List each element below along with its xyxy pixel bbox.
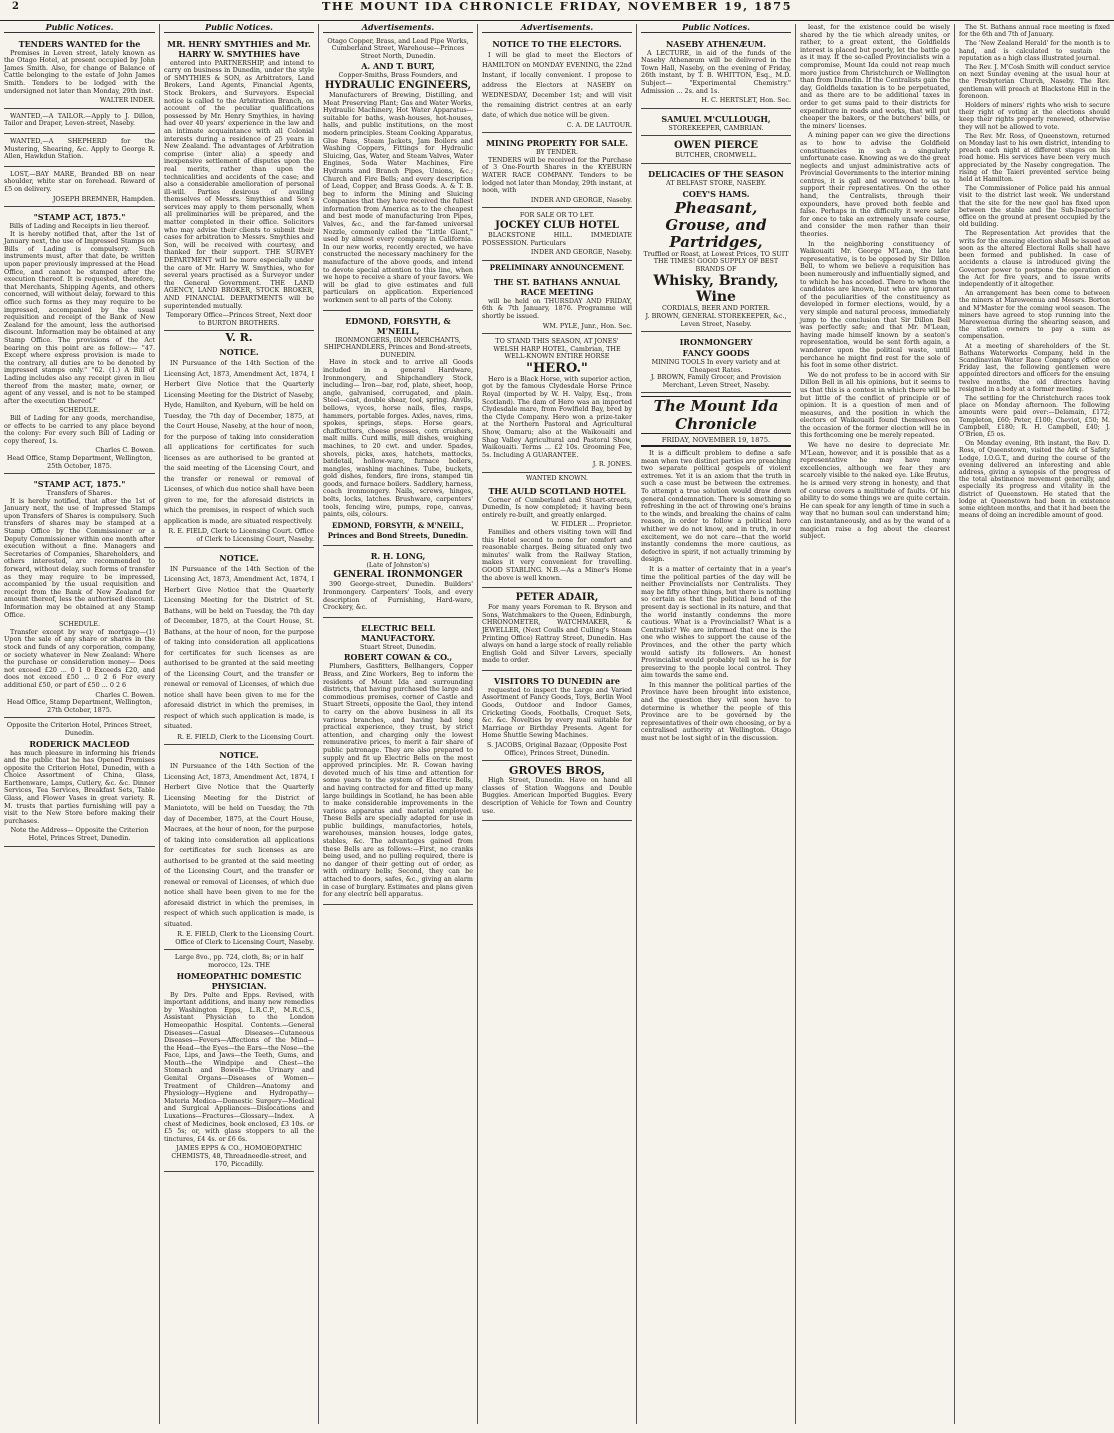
editorial-paragraph: A mining paper can we give the directions as to how to advise the Goldfield constituencies in such a singularly unfortunate case. Knowing as we do the great neglects and unjust administrative acts of Provincial Governments to the interior mining centres, it is gall and wormwood to us to support their representatives. On the other hand, the Centralists, through their expounders, have proved both feeble and false. Perhaps in the difficulty it were safer for once to take an extremely unsafe course, and consider the men rather than their theories. xyxy=(800,131,950,239)
notice-title: NOTICE. xyxy=(219,552,259,563)
ad-body: A LECTURE, in aid of the funds of the Naseby Athenæum will be delivered in the Town Hall, Naseby, on the evening of Friday, 26th instant, by T. B. WHITTON, Esq., M.D. Subject— "Experimental Chemistry." Admission ... 2s. and 1s. xyxy=(641,48,791,95)
electric-bell-ad xyxy=(323,620,473,905)
ad-signature: WALTER INDER. xyxy=(99,96,155,105)
page-number: 2 xyxy=(12,1,19,12)
electors-notice xyxy=(482,36,632,134)
ad-body: BLACKSTONE HILL. IMMEDIATE POSSESSION. Particulars xyxy=(482,230,632,247)
ad-body: 390 George-street, Dunedin. Builders' Ironmongery. Carpenters' Tools, and every description of Furnishing, Hard-ware, Crockery, &c. xyxy=(323,580,473,612)
ad-subtitle: MINING TOOLS In every variety and at Cheapest Rates. xyxy=(651,358,781,374)
notice-body: IN Pursuance of the 14th Section of the Licensing Act, 1873, Amendment Act, 1874, I Herbert Give Notice that the Quarterly Licensing Meeting for the District of Naseby, Hyde, Hamilton, and Kyeburn, will be held on Tuesday, the 7th day of December, 1875, at the Court House, Naseby, at the hour of noon, for the purpose of taking into consideration all applications for certificates for such licenses as are authorised to be granted at the said meeting of the Licensing Court, and the transfer or renewal or removal of Licenses, of which due notice shall have been given to me, for the aforesaid districts in which the premises, in respect of which such application is made, are situated respectively. xyxy=(164,359,314,525)
ad-body: For many years Foreman to R. Bryson and Sons, Watchmakers to the Queen, Edinburgh, CHRONOMETER, WATCHMAKER, & JEWELLER, (Next Coulls and Culling's Steam Printing Office) Rattray Street, Dunedin. Has always on hand a large stock of really reliable English Gold and Silver Levers, specially made to order. xyxy=(482,603,632,665)
ad-body: LOST,—BAY MARE, Branded BB on near shoulder, white star on forehead. Reward of £5 on delivery. xyxy=(4,169,155,193)
ad-title: NASEBY ATHENÆUM. xyxy=(665,38,767,49)
ad-title: R. H. LONG, xyxy=(370,550,426,561)
schedule-title: SCHEDULE. xyxy=(59,620,100,629)
preliminary-announcement: PRELIMINARY ANNOUNCEMENT. xyxy=(489,262,625,272)
ad-signature: S. JACOBS, Original Bazaar, (Opposite Post Office), Princes Street, Dunedin. xyxy=(486,741,627,757)
editorial-paragraph: We do not profess to be in accord with Sir Dillon Bell in all his opinions, but it seems to us that this is a contest in which there will be but little of the conflict of principle or of opinion. It is a question of men and of measures, and the position in which the electors of Waikouaiti found themselves on the occasion of the former election will be in this forthcoming one be merely repeated. xyxy=(800,370,950,440)
column-header: Public Notices. xyxy=(641,24,791,33)
notice-body: IN Pursuance of the 14th Section of the Licensing Act, 1873, Amendment Act, 1874, I Herbert Give Notice that the Quarterly Licensing Meeting for the District of St. Bathans, will be held on Tuesday, the 7th day of December, 1875, at the Court House, St. Bathans, at the hour of noon, for the purpose of taking into consideration all applications for certificates for such licenses as are authorised to be granted at the said meeting of the Licensing Court, and the transfer or renewal or removal of Licenses, of which due notice shall have been given to me for the aforesaid district in which the premises, in respect of which such application is made, is situated. xyxy=(164,564,314,731)
news-item: The Rev. J. M'Cosh Smith will conduct service on next Sunday evening at the usual hour at the Presbyterian Church, Naseby. The Rev. gentleman will preach at Blackstone Hill in the forenoon. xyxy=(959,64,1110,100)
editorial-paragraph: In this manner the political parties of the Province have been brought into existence, and the question they will soon have to determine is whether the people of this Province are to be governed by the representatives of their own choosing, or by a centralised authority at Wellington. Otago must not be lost sight of in the discussion. xyxy=(641,680,791,743)
ad-body: WANTED,—A TAILOR.—Apply to J. Dillon, Tailor and Draper, Leven-street, Naseby. xyxy=(4,111,155,128)
ad-signature: WM. PYLE, Junr., Hon. Sec. xyxy=(542,321,632,330)
notice-body: I will be glad to meet the Electors of HAMILTON on MONDAY EVENING, the 22nd Instant, if locally convenient. I propose to address the Electors at NASEBY on WEDNESDAY, December 1st; and will visit the remaining district centres at an early date, of which due notice will be given. xyxy=(482,50,632,119)
column-header: Public Notices. xyxy=(164,24,314,33)
ad-title: A. AND T. BURT, xyxy=(361,61,435,72)
column-7 xyxy=(955,24,1114,1426)
ad-title: THE ST. BATHANS ANNUAL RACE MEETING xyxy=(493,276,621,297)
notice-title: NOTICE. xyxy=(219,347,259,358)
ironmongery-ad xyxy=(641,334,791,393)
burt-ad xyxy=(323,36,473,311)
ad-body: entered into PARTNERSHIP, and intend to carry on business in Dunedin, under the style of SMYTHIES & SON, as Arbitrators, Land Brokers, Land Agents, Financial Agents, Stock Brokers, and Surveyors. Especial notice is called to the Arbitration Branch, on account of the peculiar qualifications possessed by Mr. Henry Smythies, in having had over 40 years' experience in the law and an intimate acquaintance with all Colonial interests during a residence of 25 years in New Zealand. The advantages of Arbitration comprise (inter alia) a speedy and inexpensive settlement of disputes upon the real merits, rather than upon the technicalities and accidents of the case; and also a considerable amelioration of personal ill-will. Parties desirous of availing themselves of Messrs. Smythies and Son's services may apply to them personally, when all preliminaries will be prepared, and the matter completed in their office. Solicitors who may advise their clients to submit their cases for arbitration to Messrs. Smythies and Son, will be received with courtesy, and thanked for their support. THE SURVEY DEPARTMENT will be more especially under the care of Mr. Harry W. Smythies, who for several years practised as a Surveyor under the General Government. THE LAND AGENCY, LAND BROKER, STOCK BROKER, AND FINANCIAL DEPARTMENTS will be superintended mutually. xyxy=(164,58,314,310)
ad-body: WANTED,—A SHEPHERD for the Mustering, Shearing, &c. Apply to George R. Allen, Hawkdun Station. xyxy=(4,136,155,161)
forsyth-ad xyxy=(323,313,473,546)
ad-body: will be held on THURSDAY AND FRIDAY, 6th & 7th January, 1876. Programme will shortly be issued. xyxy=(482,296,632,320)
ad-title-large: Pheasant, Grouse, and Partridges, xyxy=(665,198,767,251)
notice-subtitle: Transfers of Shares. xyxy=(46,489,113,498)
column-header: Advertisements. xyxy=(323,24,473,33)
ad-title: THE AULD SCOTLAND HOTEL xyxy=(488,485,626,496)
adair-ad xyxy=(482,590,632,671)
ad-signature: INDER AND GEORGE, Naseby. xyxy=(530,195,632,204)
editorial-paragraph: It is a matter of certainty that in a year's time the political parties of the day will be neither Provincialists nor Centralists. They may be fifty other things, but there is nothing so certain as that the political bond of the present day is sectional in its nature, and that the world instantly condemns the more cautious. What is a Provincialist? What is a Centralist? We are informed that one is the one who wishes to support the cause of the Provinces, and the other the party which would satisfy its followers. An honest Provincialist would probably tell us he is for preserving to the people local control. They aim towards the same end. xyxy=(641,564,791,680)
schedule-body: Transfer except by way of mortgage—(1) Upon the sale of any share or shares in the stock and funds of any corporation, company, or society whatever in New Zealand: Where the purchase or consideration money— Does not exceed £20 ... 0 1 0 Exceeds £20, and does not exceed £50 ... 0 2 6 For every additional £50, or part of £50 ... 0 2 6 xyxy=(4,627,155,689)
notice-signature: Charles C. Bowen. xyxy=(95,446,155,455)
long-ad xyxy=(323,548,473,618)
notice-body: It is hereby notified that, after the 1st of January next, the use of Impressed Stamps on Bills of Lading is compulsory. Such instruments must, after that date, be written upon paper previously impressed at the Head Office, and cannot be stamped after the execution thereof. It is requested, therefore, that Merchants, Shipping Agents, and others concerned, will without delay, forward to this office such forms as they may require to be impressed, accompanied by the usual requisition and receipt of the Bank of New Zealand for the amount, less the authorised discount. Information may be obtained at any Stamp Office. The provisions of the Act bearing on this point are as follow:— "47. Except where express provision is made to the contrary, all duties are to be denoted by impressed stamps only." "62. (1.) A Bill of Lading includes also any receipt given in lieu thereof from the master, mate, owner, or agent of any vessel, and is not to be stamped after the execution thereof." xyxy=(4,229,155,405)
royal-cipher: V. R. xyxy=(225,331,253,345)
lost-mare-ad xyxy=(4,169,155,207)
ad-title-large: HYDRAULIC ENGINEERS, xyxy=(324,79,472,91)
smythies-ad xyxy=(164,36,314,332)
news-item: The 'New Zealand Herald' for the month is to hand, and is calculated to sustain the reputation as a high class illustrated journal. xyxy=(959,40,1110,62)
mccullough-ad xyxy=(641,111,791,137)
ad-title: EDMOND, FORSYTH, & M'NEILL, xyxy=(345,315,451,336)
column-2 xyxy=(160,24,318,1426)
notice-body: It is hereby notified, that after the 1st of January next, the use of Impressed Stamps upon Transfers of Shares is compulsory. Such transfers of shares may be stamped at a Stamp Office by the Commissioner or a Deputy Commissioner within one month after execution without a fine. Managers and Secretaries of Companies, Shareholders, and others interested, are recommended to forward, without delay, such forms of transfer as they may require to be impressed, accompanied by the usual requisition and receipt from the Bank of New Zealand for amount thereof, less the authorised discount. Information may be obtained at any Stamp Office. xyxy=(4,496,155,619)
editorial-paragraph: least, for the existence could be wisely shared by the tie which already unites, or rather, to a great extent, the Goldfields interest is placed but poorly, let the battle go as it may. If the so-called Provincialists win a compromise, Mount Ida could not reap much more justice from Christchurch or Wellington than from Dunedin. If the Centralists gain the day, Goldfields taxation is to be perpetuated, and as there are to be additional taxes in order to get sums paid to their districts for expenditure in roads and works, that will put cheaper the bakers, or the butchers' bills, or the miners' licenses. xyxy=(800,24,950,130)
ad-title: RODERICK MACLEOD xyxy=(29,738,130,749)
ad-body: Plumbers, Gasfitters, Bellhangers, Copper Brass, and Zinc Workers, Beg to inform the residents of Mount Ida and surrounding districts, that having purchased the large and commodious premises, corner of Castle and Stuart Streets, opposite the Gaol, they intend to carry on the above business in all its various branches, and having had long practical experience, they trust, by strict attention, and charging only the lowest remunerative prices, to merit a fair share of public patronage. They are also prepared to supply and fit up Electric Bells on the most approved principles. Mr. R. Cowan having devoted much of his time and attention for some years to the system of Electric Bells, and having contracted for and fitted up many large buildings in Scotland, he has been able to make considerable improvements in the various apparatus and material employed. These Bells are specially adapted for use in public buildings, manufactories, hotels, warehouses, mansion houses, lodge gates, stables, &c. The advantages gained from these Bells are as follows:—First, no cranks being used, and no pulling required, there is no danger of their getting out of order, as with ordinary bells; Second, they can be attached to doors, safes, &c., giving an alarm in case of burglary. Estimates and plans given for any electric bell apparatus. xyxy=(323,662,473,899)
ad-title-large: Whisky, Brandy, Wine xyxy=(653,273,779,306)
visitors-ad xyxy=(482,673,632,761)
ad-body: TENDERS will be received for the Purchase of 3 One-Fourth Shares in the KYEBURN WATER RACE COMPANY. Tenders to be lodged not later than Monday, 29th instant, at noon, with xyxy=(482,155,632,195)
ad-subtitle: IRONMONGERS, IRON MERCHANTS, SHIPCHANDLERS, Princes and Bond-streets, DUNEDIN. xyxy=(324,335,472,359)
ad-title: MR. HENRY SMYTHIES and Mr. HARRY W. SMYTHIES have xyxy=(167,38,311,59)
editorial-paragraph: We have no desire to depreciate Mr. M'Lean, however, and it is possible that as a representative he may have many excellencies, although we fear they are scarcely visible to the naked eye. Like Brutus, he is armed very strong in honesty, and that of course covers a multitude of faults. Of his ability to do some things we are quite certain. He can speak for any length of time in such a way that no human soul can understand him; can instantaneously, and as by the wand of a magician raise a fog about the clearest subject. xyxy=(800,441,950,541)
ad-signature: J. BROWN, GENERAL STOREKEEPER, &c., Leven Street, Naseby. xyxy=(645,311,787,328)
editorial-masthead: The Mount Ida Chronicle xyxy=(641,396,791,434)
auld-scotland-ad xyxy=(482,483,632,589)
ad-location: Opposite the Criterion Hotel, Princes Street, Dunedin. xyxy=(6,721,153,737)
ad-body: High Street, Dunedin. Have on hand all classes of Station Waggons and Double Buggies. American Imported Buggies. Every description of Vehicle for Town and Country use. xyxy=(482,776,632,815)
column-header: Public Notices. xyxy=(4,24,155,33)
ad-subtitle: CORDIALS, BEER AND PORTER. xyxy=(662,304,770,313)
notice-signature: R. E. FIELD, Clerk to the Licensing Court. Office of Clerk to Licensing Court, Naseby. xyxy=(175,930,314,946)
jockey-club-ad xyxy=(482,210,632,260)
ad-signature: JOSEPH BREMNER, Hampden. xyxy=(52,194,155,203)
ad-signature: J. R. JONES. xyxy=(592,460,632,469)
notice-title: "STAMP ACT, 1875." xyxy=(33,212,126,223)
race-meeting-ad xyxy=(482,274,632,334)
notice-signature: C. A. DE LAUTOUR. xyxy=(566,120,632,129)
ad-pretitle: Otago Copper, Brass, and Lead Pipe Works, Cumberland Street, Warehouse—Princes Street North, Dunedin. xyxy=(327,36,469,60)
wanted-known: WANTED KNOWN. xyxy=(526,474,588,482)
notice-location: Head Office, Stamp Department, Wellington, 25th October, 1875. xyxy=(6,453,153,470)
notice-title: NOTICE TO THE ELECTORS. xyxy=(492,38,622,49)
news-item: The settling for the Christchurch races took place on Monday afternoon. The following amounts were paid over:—Delamain, £172; Templeton, £60; Peter, £100; Cheviot, £50; M. Campbell, £180; R. H. Campbell, £40; J. O'Brien, £5 os. xyxy=(959,394,1110,438)
belfast-store-ad xyxy=(641,166,791,332)
licensing-notice-naseby xyxy=(164,344,314,547)
news-item: The St. Bathans annual race meeting is fixed for the 6th and 7th of January. xyxy=(959,24,1110,39)
ad-address: Note the Address— Opposite the Criterion Hotel, Princes Street, Dunedin. xyxy=(10,826,149,843)
ad-body: Premises in Leven street, lately known as the Otago Hotel, at present occupied by John James Smith. Also, for change of Balance of Cattle belonging to the estate of John James Smith. Tenders to be lodged with the undersigned not later than Monday, 29th inst. xyxy=(4,48,155,95)
news-item: On Monday evening, 8th instant, the Rev. D. Ross, of Queenstown, visited the Ark of Safety Lodge, I.O.G.T., and during the course of the evening delivered an interesting and able address, giving a synopsis of the progress of the total abstinence movement generally, and especially its progress and vitality in the district of Queenstown. He stated that the lodge at Queenstown had been in existence some eighteen months, and that it had been the means of doing an incredible amount of good. xyxy=(959,440,1110,520)
ad-title: TENDERS WANTED for the xyxy=(18,38,141,49)
editorial-body xyxy=(641,450,791,743)
ad-title: MINING PROPERTY FOR SALE. xyxy=(486,138,628,149)
ad-subtitle: (Late of Johnston's) xyxy=(366,560,430,569)
ad-body: Hero is a Black Horse, with superior action, got by the famous Clydesdale Horse Prince Royal (imported by W. H. Valpy, Esq., from Scotland). The dam of Hero was an imported Clydesdale mare, from Fowlfield Bay, bred by the Clyde Company. Hero won a prize-taker at the Northern Pastoral and Agricultural Show, Oamaru; also at the Waikouaiti and Shag Valley Agricultural and Pastoral Show, Waikouaiti. Terms ... £2 10s. Grooming Fee, 5s. Including A GUARANTEE. xyxy=(482,374,632,459)
ad-address: Temporary Office—Princes Street, Next door to BURTON BROTHERS. xyxy=(166,311,312,327)
news-item: At a meeting of shareholders of the St. Bathans Waterworks Company, held in the Scandinavian Water Race Company's office on Friday last, the following gentlemen were appointed directors and officers for the ensuing twelve months, the old directors having resigned in a body at a former meeting. xyxy=(959,342,1110,393)
licensing-notice-st-bathans xyxy=(164,550,314,746)
ad-body: Manufacturers of Brewing, Distilling, and Meat Preserving Plant; Gas and Water Works, Hydraulic Machinery, Hot Water Apparatus—suitable for baths, wash-houses, hot-houses, halls, and public institutions, on the most modern principles. Steam Cooking Apparatus, Glue Pans, Steam Jackets, Jam Boilers and Washing Coppers, Fittings for Hydraulic Sluicing, Gas, Water, and Steam Valves, Water Engines, Soda Water Machines, Fire Hydrants and Branch Pipes, Unions, &c.; Church and Fire Bells; and every description of Lead, Copper, and Brass Goods. A. & T. B. beg to inform the Mining and Sluicing Companies that they have received the fullest information from America as to the cheapest and best mode of manufacturing Iron Pipes, Valves, &c., and the far-famed universal Nozzle, commonly called the "Little Giant," used by almost every company in California. In our new works, recently erected, we have constructed the necessary machinery for the manufacture of the above goods, and intend to devote special attention to this line, when we hope to receive a share of your favors. We will be glad to give estimates and full particulars on application. Experienced workmen sent to all parts of the Colony. xyxy=(323,90,474,304)
ad-signature: EDMOND, FORSYTH, & M'NEILL, Princes and Bond Streets, Dunedin. xyxy=(327,520,469,540)
ad-title: IRONMONGERY xyxy=(679,337,753,348)
ad-title: FANCY GOODS xyxy=(682,348,750,359)
ad-signature: J. BROWN, Family Grocer, and Provision Merchant, Leven Street, Naseby. xyxy=(650,373,782,389)
column-5 xyxy=(637,24,795,1426)
ad-subtitle: AT BELFAST STORE, NASEBY. xyxy=(665,178,766,187)
ad-body: requested to inspect the Large and Varied Assortment of Fancy Goods, Toys, Berlin Wool Goods, Outdoor and Indoor Games, Cricketing Goods, Footballs, Croquet Sets, &c. &c. Novelties by every mail suitable for Marriage or Birthday Presents. Agent for Home Shuttle Sewing Machines. xyxy=(482,685,632,740)
mining-sale-ad xyxy=(482,135,632,208)
ad-body: has much pleasure in informing his friends and the public that he has Opened Premises opposite the Criterion Hotel, Dunedin, with a Choice Assortment of China, Glass, Earthenware, Lamps, Cutlery, &c. &c. Dinner Services, Tea Services, Breakfast Sets, Table Glass, and Flower Vases in great variety. R. M. trusts that parties furnishing will pay a visit to the New Store before making their purchases. xyxy=(4,748,155,825)
ad-title: VISITORS TO DUNEDIN are xyxy=(494,675,620,686)
ad-title: SAMUEL M'CULLOUGH, xyxy=(661,113,771,124)
ad-pretitle: TO STAND THIS SEASON, AT JONES' WELSH HARP HOTEL, Cambrian, THE WELL-KNOWN ENTIRE HORSE xyxy=(493,337,621,361)
ad-subtitle: BUTCHER, CROMWELL. xyxy=(675,151,757,160)
ad-signature: H. C. HERTSLET, Hon. Sec. xyxy=(701,96,791,105)
ad-body: Families and others visiting town will find this Hotel second to none for comfort and reasonable charges. Being situated only two minutes' walk from the Railway Station, makes it very convenient for travelling. GOOD STABLING. N.B.—As a Miner's Home the above is well known. xyxy=(482,527,632,582)
notice-signature: R. E. FIELD, Clerk to Licensing Court. Office of Clerk to Licensing Court, Naseby. xyxy=(168,527,314,543)
ad-title: OWEN PIERCE xyxy=(674,140,758,152)
news-item: The Representation Act provides that the writs for the ensuing election shall be issued as soon as the altered Electoral Rolls shall have been formed and published. In case of accidents a clause is introduced giving the Governor power to postpone the operation of the Act for five years, and to issue writs independently of it altogether. xyxy=(959,230,1110,288)
ad-body: By Drs. Pulte and Epps. Revised, with important additions, and many new remedies by Washington Epps, L.R.C.P., M.R.C.S., Assistant Physician to the London Homeopathic Hospital. Contents.—General Diseases—Casual Diseases—Cutaneous Diseases—Fevers—Affections of the Mind—the Head—the Eyes—the Ears—the Nose—the Face, Lips, and Jaws—the Teeth, Gums, and Mouth—the Windpipe and Chest—the Stomach and Bowels—the Urinary and Genital Organs—Diseases of Women—Treatment of Children—Anatomy and Physiology—Hygiene and Hydropathy—Materia Medica—Domestic Surgery—Medical and Surgical Appliances—Dislocations and Luxations—Fractures—Glossary—Index. A chest of Medicines, book enclosed, £3 10s. or £5 5s; or, with glass stoppers to all the tinctures, £4 4s. or £6 6s. xyxy=(164,990,314,1143)
column-header: Advertisements. xyxy=(482,24,632,33)
news-item: The Commissioner of Police paid his annual visit to the district last week. We understand that the site for the new gaol has fixed upon between the stable and the Sub-Inspector's office on the ground at present occupied by the old building. xyxy=(959,185,1110,229)
tailor-ad xyxy=(4,111,155,134)
ad-signature: INDER AND GEORGE, Naseby. xyxy=(530,248,632,257)
stamp-act-notice xyxy=(4,209,155,474)
ad-title: "HERO." xyxy=(526,360,588,376)
schedule-title: SCHEDULE. xyxy=(59,406,100,415)
ad-subtitle: STOREKEEPER, CAMBRIAN. xyxy=(668,123,764,132)
ad-title: GROVES BROS, xyxy=(508,764,606,778)
editorial-paragraph: In the neighboring constituency of Waikouaiti Mr. George M'Lean, the late representative, is to be opposed by Sir Dillon Bell, to whom we believe a requisition has been numerously and influentially signed, and to which he has acceded. There to whom the candidates are known, but who are ignorant of the peculiarities of the constituency as developed in former elections, would, by a very simple and natural process, immediately jump to the conclusion that Sir Dillon Bell was perfectly safe; and that Mr. M'Lean, having made himself known by a seaton's representation, would be sent forth again, a wanderer upon the political waste, until perchance he might find rest for the sole of his foot in some other district. xyxy=(800,239,950,370)
news-item: Holders of miners' rights who wish to secure their right of voting at the elections should keep their rights properly renewed, otherwise they will not be allowed to vote. xyxy=(959,102,1110,131)
ad-pretitle: FOR SALE OR TO LET. xyxy=(519,211,595,220)
licensing-notice-maniototo xyxy=(164,747,314,950)
ad-subtitle: Copper-Smiths, Brass Founders, and xyxy=(338,71,458,80)
ad-pretitle: Large 8vo., pp. 724, cloth, 8s; or in half morocco, 12s. THE xyxy=(174,953,304,969)
ad-subtitle: BY TENDER. xyxy=(536,148,578,157)
schedule-body: Bill of Lading for any goods, merchandise, or effects to be carried to any place beyond the colony: For every such Bill of Lading or copy thereof, 1s. xyxy=(4,413,155,445)
tender-ad xyxy=(4,36,155,109)
newspaper-title: THE MOUNT IDA CHRONICLE FRIDAY, NOVEMBER 19, 1875 xyxy=(321,0,793,13)
notice-title: "STAMP ACT, 1875." xyxy=(33,479,126,490)
notice-subtitle: Bills of Lading and Receipts in lieu thereof. xyxy=(9,222,150,231)
masthead xyxy=(0,0,1114,21)
news-item: An arrangement has been come to between the miners at Mareweenua and Messrs. Borton and M'Master for the coming wool season. The miners have agreed to stop running into the Mareweenua during the shearing season, and the station owners to pay a sum as compensation. xyxy=(959,290,1110,341)
column-4 xyxy=(478,24,636,1426)
column-6 xyxy=(796,24,954,1426)
groves-ad xyxy=(482,763,632,821)
transfers-notice xyxy=(4,476,155,718)
homeopathic-ad xyxy=(164,952,314,1172)
notice-title: NOTICE. xyxy=(219,750,259,761)
athenaeum-ad xyxy=(641,36,791,109)
ad-title: HOMEOPATHIC DOMESTIC PHYSICIAN. xyxy=(176,970,302,991)
ad-signature: JAMES EPPS & CO., HOMOEOPATHIC CHEMISTS, 48, Threadneedle-street, and 170, Piccadilly. xyxy=(171,1144,307,1168)
ad-title: ROBERT COWAN & CO., xyxy=(343,652,453,663)
notice-body: IN Pursuance of the 14th Section of the Licensing Act, 1873, Amendment Act, 1874, I Herbert Give Notice that the Quarterly Licensing Meeting for the District of Maniototo, will be held on Tuesday, the 7th day of December, 1875, at the Court House, Macraes, at the hour of noon, for the purpose of taking into consideration all applications for certificates for such licenses as are authorised to be granted at the said meeting of the Licensing Court, and the transfer or renewal or removal of Licenses, of which due notice shall have been given to me for the aforesaid district in which the premises, in respect of which such application is made, is situated. xyxy=(164,762,314,928)
ad-body: Have in stock and to arrive all Goods included in a general Hardware, Ironmongery, and Shipchandlery Stock, including— Iron—bar, rod, plate, sheet, hoop, angle, galvanised, corrugated, and plain. Steel—cast, double shear, tool, spring. Anvils, bellows, vyces, horse nails, files, rasps, hammers, portable forges. Axles, naves, rims, spokes, springs, steps. Horse gears, chaffcutters, cheese presses, corn crushers, malt mills. Curd mills, mill dishes, weighing machines, to 20 cwt. and under. Spades, shovels, picks, axes, hatchets, mattocks, batdetail, hollow-ware, furnace boilers, mangles, washing machines. Tube, buckets, gold dishes, fenders, fire irons, stamped tin goods, and furnace boilers. Saddlery, harness, coach ironmongery. Nails, screws, hinges, bolts, locks, latches. Brushware, carpenters' tools, fencing wire, pumps, rope, canvas, paints, oils, colours. xyxy=(323,358,473,519)
ad-title: PETER ADAIR, xyxy=(515,592,599,604)
notice-signature: R. E. FIELD, Clerk to the Licensing Court. xyxy=(177,732,314,741)
ad-title: JOCKEY CLUB HOTEL xyxy=(495,219,619,231)
news-item: The Rev. Mr. Ross, of Queenstown, returned on Monday last to his own district, intending to preach each night at different stages on his road home. His services have been very much appreciated by the Naseby congregation. The rising of the Taieri prevented service being held at Hamilton. xyxy=(959,132,1110,184)
ad-signature: W. FIDLER ... Proprietor. xyxy=(551,520,632,529)
pierce-ad xyxy=(641,138,791,164)
ad-title: ELECTRIC BELL MANUFACTORY. xyxy=(361,622,435,643)
ad-title: DELICACIES OF THE SEASON xyxy=(648,168,784,179)
editorial-date: FRIDAY, NOVEMBER 19, 1875. xyxy=(641,437,791,447)
notice-signature: Charles C. Bowen. xyxy=(95,690,155,699)
editorial-paragraph: It is a difficult problem to define a safe mean when two distinct parties are preaching two separate political gospels of violent extremes. Yet it is an axiom that the truth in such a case must be between the extremes. To attempt a true solution would draw down general condemnation. There is something so refreshing in the act of throwing one's brains to the winds, and breaking the chains of calm reason, in order to follow a political hero whither we do not know, and in truth, in our excitement, we do not care—that the world instantly condemns the more cautious, as defective in spirit, if not actually trimming by design. xyxy=(641,449,791,564)
ad-subtitle: Truffled or Roast, at Lowest Prices, TO SUIT THE TIMES! GOOD SUPPLY OF BEST BRANDS OF xyxy=(643,249,789,273)
ad-title-large: GENERAL IRONMONGER xyxy=(333,570,463,581)
column-3 xyxy=(319,24,477,1426)
hero-horse-ad xyxy=(482,336,632,473)
ad-body: Corner of Cumberland and Stuart-streets, Dunedin, Is now completed; it having been entirely re-built, and greatly enlarged. xyxy=(482,495,632,519)
macleod-ad xyxy=(4,720,155,846)
notice-location: Head Office, Stamp Department, Wellington, 27th October, 1875. xyxy=(6,698,153,714)
ad-title: COEY'S HAMS. xyxy=(682,188,750,199)
ad-address: Stuart Street, Dunedin. xyxy=(359,642,437,651)
column-1 xyxy=(0,24,159,1426)
shepherd-ad xyxy=(4,136,155,167)
